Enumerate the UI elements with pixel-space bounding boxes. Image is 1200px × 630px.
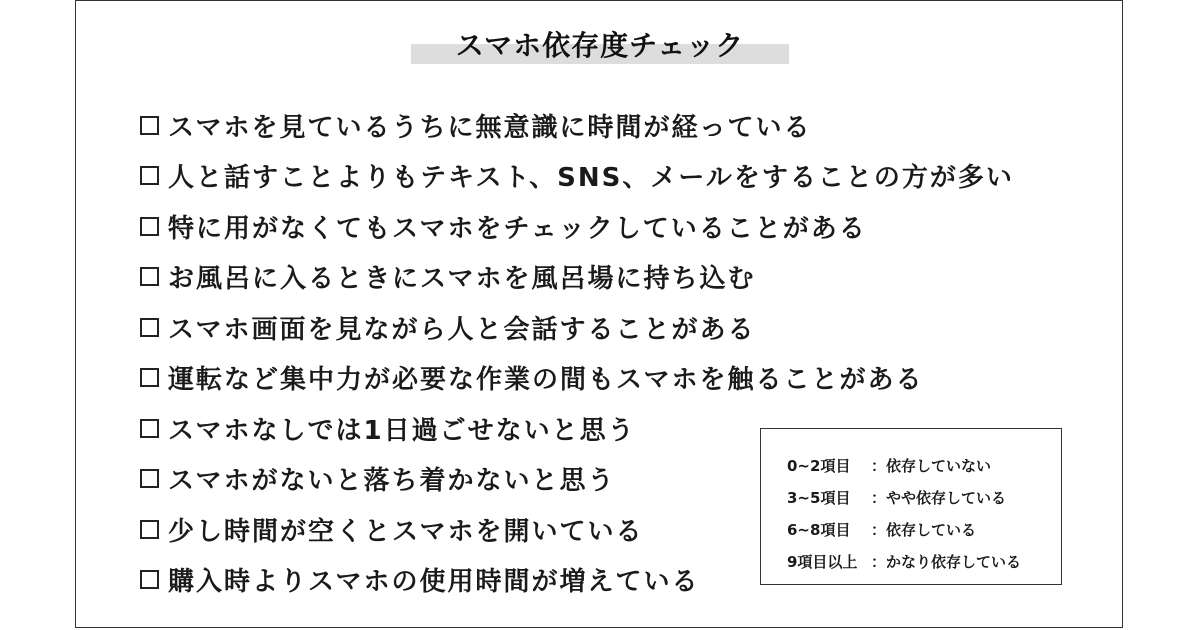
checkbox[interactable] (140, 116, 159, 135)
legend-description: ：依存していない (871, 456, 992, 475)
legend-range: 9項目以上 (787, 552, 858, 571)
legend-description: ：やや依存している (871, 488, 1007, 507)
checkbox[interactable] (140, 570, 159, 589)
legend-description: ：依存している (871, 520, 977, 539)
checkbox[interactable] (140, 166, 159, 185)
checklist-item[interactable] (140, 252, 1014, 303)
checklist-item-text: 特に用がなくてもスマホをチェックしていることがある (168, 213, 867, 244)
legend-row (787, 481, 1061, 513)
checklist-item-text: スマホ画面を見ながら人と会話することがある (168, 314, 756, 345)
title-block (411, 26, 789, 66)
legend-range: 6~8項目 (787, 520, 851, 539)
checklist-item[interactable] (140, 151, 1014, 202)
checkbox[interactable] (140, 419, 159, 438)
checklist-item-text: 少し時間が空くとスマホを開いている (168, 516, 644, 547)
checklist-item[interactable] (140, 201, 1014, 252)
checklist-item[interactable] (140, 353, 1014, 404)
checklist-item-text: スマホを見ているうちに無意識に時間が経っている (168, 112, 812, 143)
checklist-item[interactable] (140, 100, 1014, 151)
checkbox[interactable] (140, 520, 159, 539)
legend-range: 3~5項目 (787, 488, 851, 507)
checklist-item-text: スマホがないと落ち着かないと思う (168, 466, 616, 497)
legend-row (787, 545, 1061, 577)
checklist-item-text: 運転など集中力が必要な作業の間もスマホを触ることがある (168, 365, 924, 396)
checkbox[interactable] (140, 368, 159, 387)
score-legend (760, 428, 1062, 585)
checklist-item-text: 人と話すことよりもテキスト、SNS、メールをすることの方が多い (168, 163, 1014, 194)
legend-row (787, 449, 1061, 481)
legend-range: 0~2項目 (787, 456, 851, 475)
legend-row (787, 513, 1061, 545)
checkbox[interactable] (140, 217, 159, 236)
checklist-item-text: お風呂に入るときにスマホを風呂場に持ち込む (168, 264, 756, 295)
checkbox[interactable] (140, 469, 159, 488)
checklist-item-text: 購入時よりスマホの使用時間が増えている (168, 567, 700, 598)
checkbox[interactable] (140, 267, 159, 286)
page-title: スマホ依存度チェック (455, 29, 745, 62)
checkbox[interactable] (140, 318, 159, 337)
checklist-item-text: スマホなしでは1日過ごせないと思う (168, 415, 636, 446)
checklist-item[interactable] (140, 302, 1014, 353)
legend-description: ：かなり依存している (871, 552, 1022, 571)
